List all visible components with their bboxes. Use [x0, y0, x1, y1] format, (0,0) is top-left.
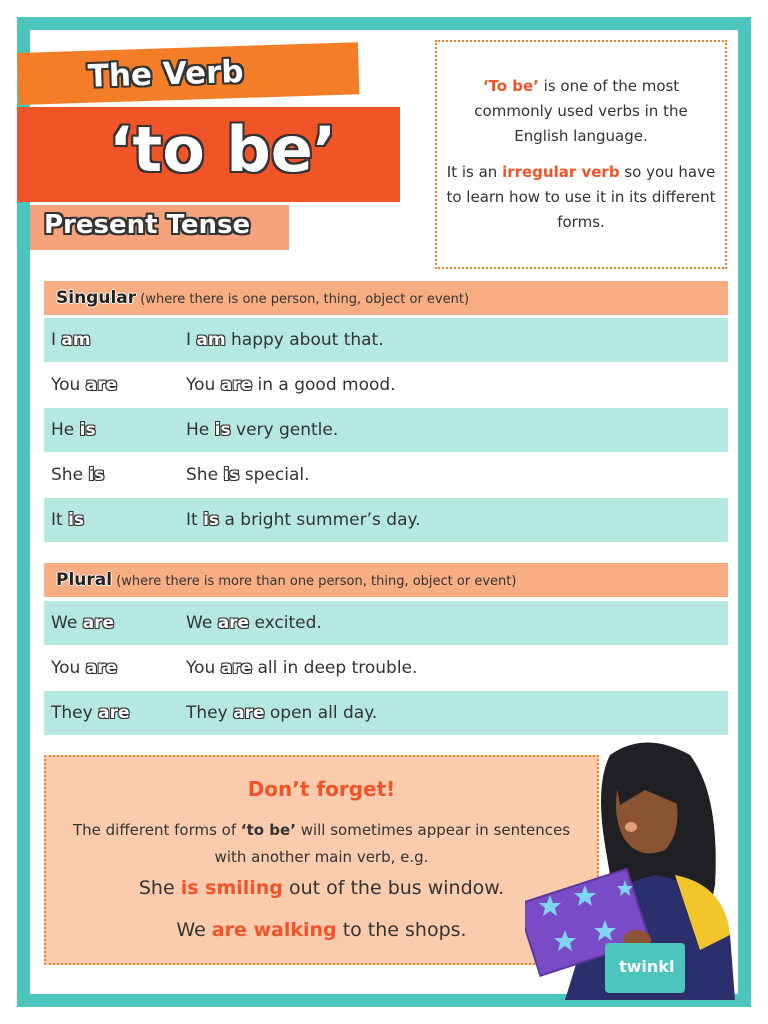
title-banner-tense	[30, 205, 289, 250]
intro-text: It is an	[446, 163, 503, 181]
title-banner-to-be	[17, 107, 400, 202]
dont-forget-text: The different forms of ‘to be’ will sometimes appear in sentences with another main verb, e.g.	[72, 821, 571, 866]
subject-cell: They are	[51, 703, 130, 723]
singular-header	[44, 281, 728, 315]
dont-forget-box	[44, 755, 599, 965]
intro-box	[435, 40, 727, 269]
twinkl-logo	[605, 943, 685, 993]
logo-text: twinkl	[619, 957, 675, 976]
subject-cell: You are	[51, 658, 118, 678]
example-sentence-1: She is smiling out of the bus window.	[138, 877, 505, 899]
intro-text: is one of the most commonly used verbs in the English language.	[474, 77, 688, 145]
example-cell: She is special.	[186, 465, 310, 485]
subject-cell: She is	[51, 465, 105, 485]
intro-highlight: ‘To be’	[482, 77, 539, 95]
table-row	[44, 646, 728, 690]
example-cell: We are excited.	[186, 613, 322, 633]
table-row	[44, 453, 728, 497]
intro-paragraph-2	[437, 160, 725, 235]
title-line2: ‘to be’	[109, 113, 337, 186]
title-line1: The Verb	[87, 53, 245, 95]
table-row	[44, 408, 728, 452]
intro-paragraph-1	[437, 74, 725, 149]
table-row	[44, 363, 728, 407]
intro-text: so you have to learn how to use it in its different forms.	[446, 163, 716, 231]
example-cell: I am happy about that.	[186, 330, 384, 350]
intro-highlight: irregular verb	[502, 163, 620, 181]
subject-cell: It is	[51, 510, 85, 530]
singular-label: Singular	[56, 288, 137, 308]
dont-forget-title: Don’t forget!	[247, 777, 396, 801]
title-banner-verb	[17, 42, 359, 105]
example-cell: You are all in deep trouble.	[186, 658, 418, 678]
table-row	[44, 691, 728, 735]
table-row	[44, 601, 728, 645]
subject-cell: We are	[51, 613, 115, 633]
plural-header	[44, 563, 728, 597]
plural-label: Plural	[56, 570, 113, 590]
example-cell: They are open all day.	[186, 703, 378, 723]
plural-description: (where there is more than one person, thing, object or event)	[112, 574, 517, 589]
subject-cell: You are	[51, 375, 118, 395]
subject-cell: I am	[51, 330, 91, 350]
table-row	[44, 318, 728, 362]
example-cell: You are in a good mood.	[186, 375, 396, 395]
table-row	[44, 498, 728, 542]
title-line3: Present Tense	[44, 210, 251, 240]
example-cell: He is very gentle.	[186, 420, 339, 440]
subject-cell: He is	[51, 420, 96, 440]
example-sentence-2: We are walking to the shops.	[176, 919, 467, 941]
singular-description: (where there is one person, thing, object or event)	[136, 292, 470, 307]
example-cell: It is a bright summer’s day.	[186, 510, 421, 530]
